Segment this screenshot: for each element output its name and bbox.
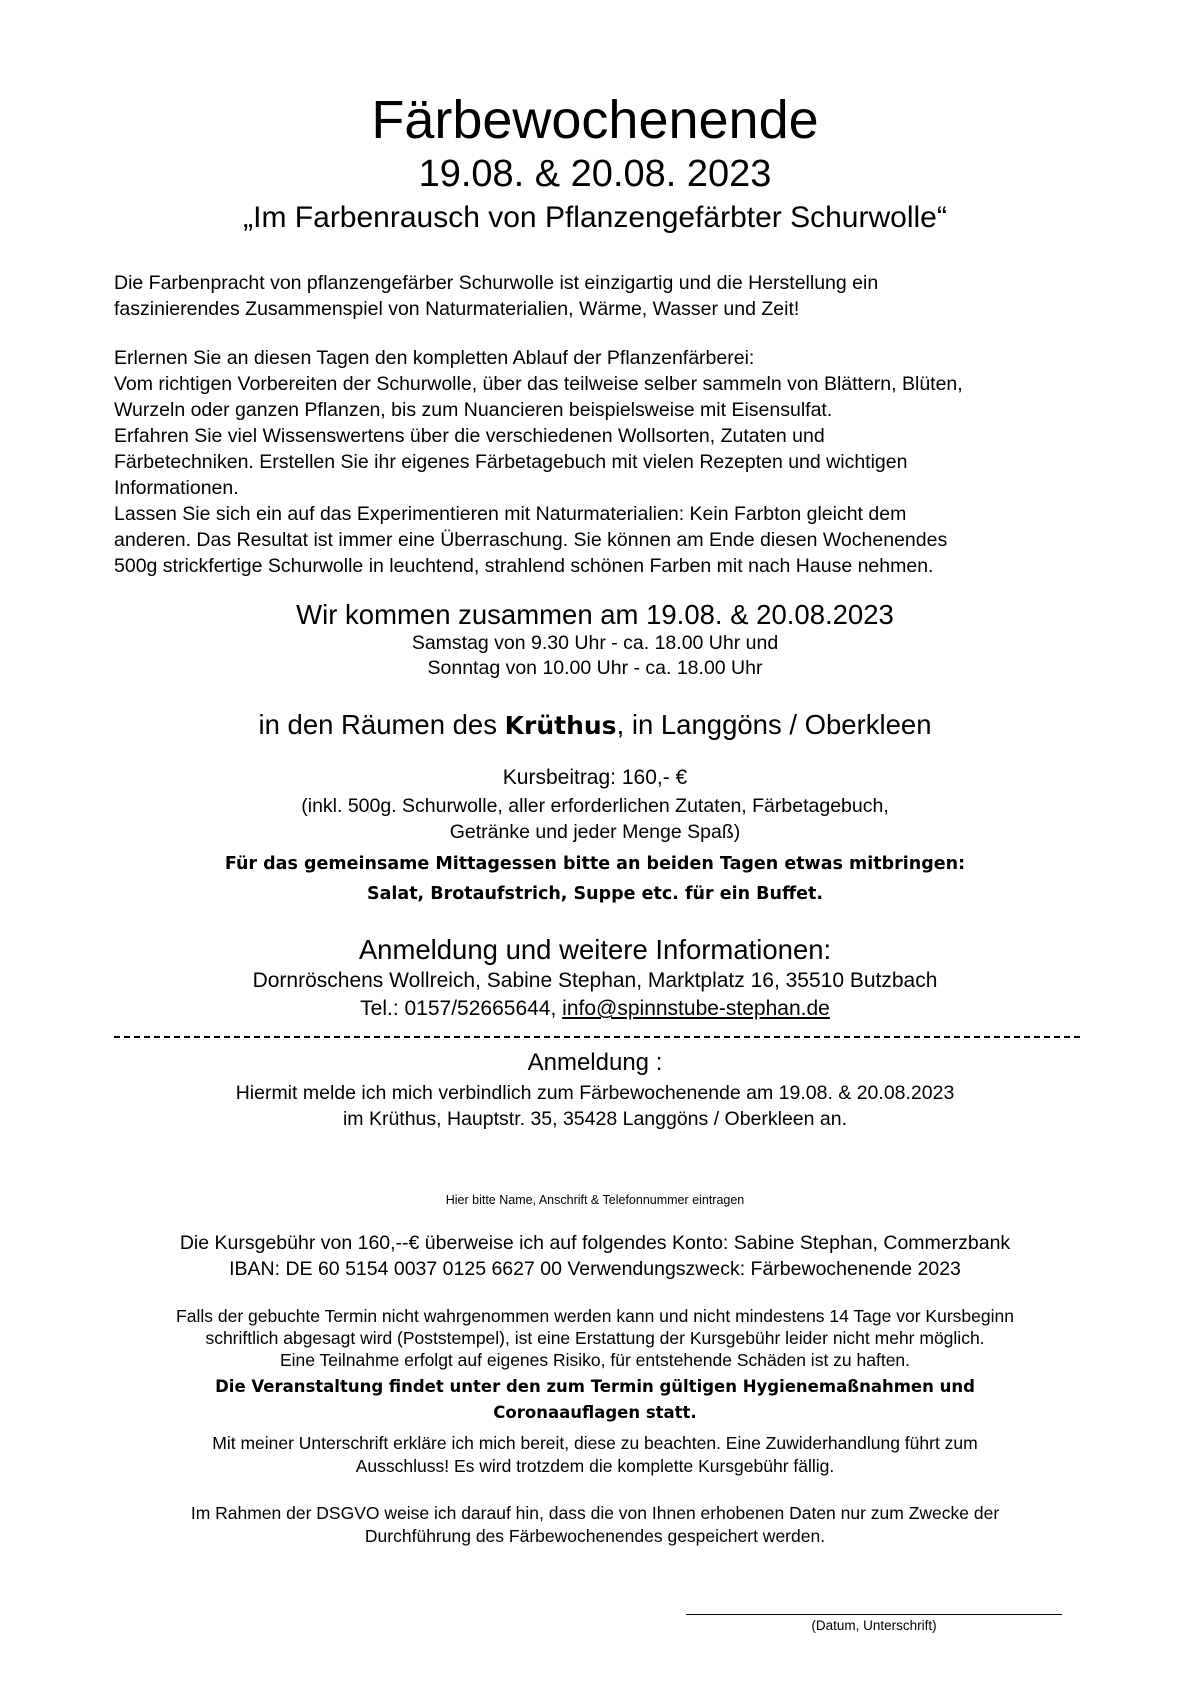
- hygiene-line: Coronaauflagen statt.: [493, 1403, 697, 1422]
- schedule-sunday: Sonntag von 10.00 Uhr - ca. 18.00 Uhr: [427, 657, 763, 679]
- contact-phone: Tel.: 0157/52665644,: [360, 997, 563, 1020]
- dsgvo-line: Im Rahmen der DSGVO weise ich darauf hin, dass die von Ihnen erhobenen Daten nur zum Zwecke der: [190, 1503, 1000, 1523]
- fee-detail-line: (inkl. 500g. Schurwolle, aller erforderlichen Zutaten, Färbetagebuch,: [301, 795, 889, 817]
- bank-line: IBAN: DE 60 5154 0037 0125 6627 00 Verwendungszweck: Färbewochenende 2023: [229, 1258, 961, 1280]
- contact-heading: Anmeldung und weitere Informationen:: [358, 934, 832, 965]
- intro-line: Informationen.: [114, 477, 239, 499]
- intro-line: Wurzeln oder ganzen Pflanzen, bis zum Nuancieren beispielsweise mit Eisensulfat.: [114, 399, 833, 421]
- intro-paragraph-2: [114, 345, 1104, 579]
- lunch-note: [0, 849, 1190, 909]
- event-subtitle: „Im Farbenrausch von Pflanzengefärbter Schurwolle“: [243, 201, 947, 234]
- terms-line: Falls der gebuchte Termin nicht wahrgenommen werden kann und nicht mindestens 14 Tage vor Kursbeginn: [176, 1306, 1014, 1326]
- schedule-heading: Wir kommen zusammen am 19.08. & 20.08.2023: [296, 599, 894, 630]
- intro-line: Erlernen Sie an diesen Tagen den kompletten Ablauf der Pflanzenfärberei:: [114, 347, 755, 369]
- consent-text: [0, 1432, 1190, 1478]
- signature-label: (Datum, Unterschrift): [811, 1618, 937, 1633]
- venue-suffix: , in Langgöns / Oberkleen: [616, 709, 932, 740]
- terms-line: Eine Teilnahme erfolgt auf eigenes Risiko, für entstehende Schäden ist zu haften.: [279, 1350, 911, 1370]
- signature-line[interactable]: [686, 1614, 1062, 1615]
- contact-address: Dornröschens Wollreich, Sabine Stephan, Marktplatz 16, 35510 Butzbach: [252, 969, 938, 992]
- lunch-line: Für das gemeinsame Mittagessen bitte an beiden Tagen etwas mitbringen:: [224, 854, 966, 874]
- bank-line: Die Kursgebühr von 160,--€ überweise ich auf folgendes Konto: Sabine Stephan, Commerzbank: [179, 1232, 1011, 1254]
- dsgvo-notice: [0, 1502, 1190, 1548]
- registration-line: Hiermit melde ich mich verbindlich zum Färbewochenende am 19.08. & 20.08.2023: [235, 1082, 955, 1104]
- event-date: 19.08. & 20.08. 2023: [418, 153, 772, 195]
- intro-line: Die Farbenpracht von pflanzengefärber Schurwolle ist einzigartig und die Herstellung ein: [114, 272, 879, 294]
- intro-line: Vom richtigen Vorbereiten der Schurwolle, über das teilweise selber sammeln von Blättern, Blüten,: [114, 373, 963, 395]
- intro-line: faszinierendes Zusammenspiel von Naturmaterialien, Wärme, Wasser und Zeit!: [114, 298, 800, 320]
- cut-line-divider: [114, 1036, 1080, 1038]
- lunch-line: Salat, Brotaufstrich, Suppe etc. für ein Buffet.: [366, 884, 824, 904]
- consent-line: Mit meiner Unterschrift erkläre ich mich bereit, diese zu beachten. Eine Zuwiderhandlung führt zum: [212, 1433, 978, 1453]
- fee-detail-line: Getränke und jeder Menge Spaß): [449, 821, 741, 843]
- venue-prefix: in den Räumen des: [258, 709, 505, 740]
- venue-line: [0, 708, 1190, 743]
- bank-details: [0, 1230, 1190, 1282]
- hygiene-line: Die Veranstaltung findet unter den zum Termin gültigen Hygienemaßnahmen und: [215, 1377, 975, 1396]
- terms-line: schriftlich abgesagt wird (Poststempel), ist eine Erstattung der Kursgebühr leider nicht mehr möglich.: [205, 1328, 985, 1348]
- intro-line: Erfahren Sie viel Wissenswertens über die verschiedenen Wollsorten, Zutaten und: [114, 425, 825, 447]
- venue-name: Krüthus: [504, 711, 617, 740]
- registration-heading: Anmeldung :: [527, 1049, 663, 1076]
- intro-line: Färbetechniken. Erstellen Sie ihr eigenes Färbetagebuch mit vielen Rezepten und wichtigen: [114, 451, 908, 473]
- contact-phone-line: [0, 995, 1190, 1023]
- intro-paragraph-1: [114, 270, 1104, 322]
- dsgvo-line: Durchführung des Färbewochenendes gespeichert werden.: [364, 1526, 826, 1546]
- email-link[interactable]: info@spinnstube-stephan.de: [562, 997, 830, 1020]
- registration-text: [0, 1080, 1190, 1132]
- schedule-times: [0, 631, 1190, 681]
- schedule-saturday: Samstag von 9.30 Uhr - ca. 18.00 Uhr und: [411, 632, 779, 654]
- cancellation-terms: [0, 1305, 1190, 1371]
- consent-line: Ausschluss! Es wird trotzdem die komplette Kursgebühr fällig.: [355, 1456, 835, 1476]
- fee-heading: Kursbeitrag: 160,- €: [502, 766, 688, 789]
- hygiene-notice: [0, 1374, 1190, 1426]
- registration-line: im Krüthus, Hauptstr. 35, 35428 Langgöns / Oberkleen an.: [342, 1108, 848, 1130]
- page-title: Färbewochenende: [371, 90, 819, 150]
- contact-info: [0, 967, 1190, 1023]
- name-field-hint: Hier bitte Name, Anschrift & Telefonnummer eintragen: [445, 1193, 745, 1207]
- intro-line: Lassen Sie sich ein auf das Experimentieren mit Naturmaterialien: Kein Farbton gleicht dem: [114, 503, 907, 525]
- intro-line: 500g strickfertige Schurwolle in leuchtend, strahlend schönen Farben mit nach Hause nehmen.: [114, 555, 934, 577]
- fee-detail: [0, 793, 1190, 845]
- intro-line: anderen. Das Resultat ist immer eine Überraschung. Sie können am Ende diesen Wochenendes: [114, 529, 948, 551]
